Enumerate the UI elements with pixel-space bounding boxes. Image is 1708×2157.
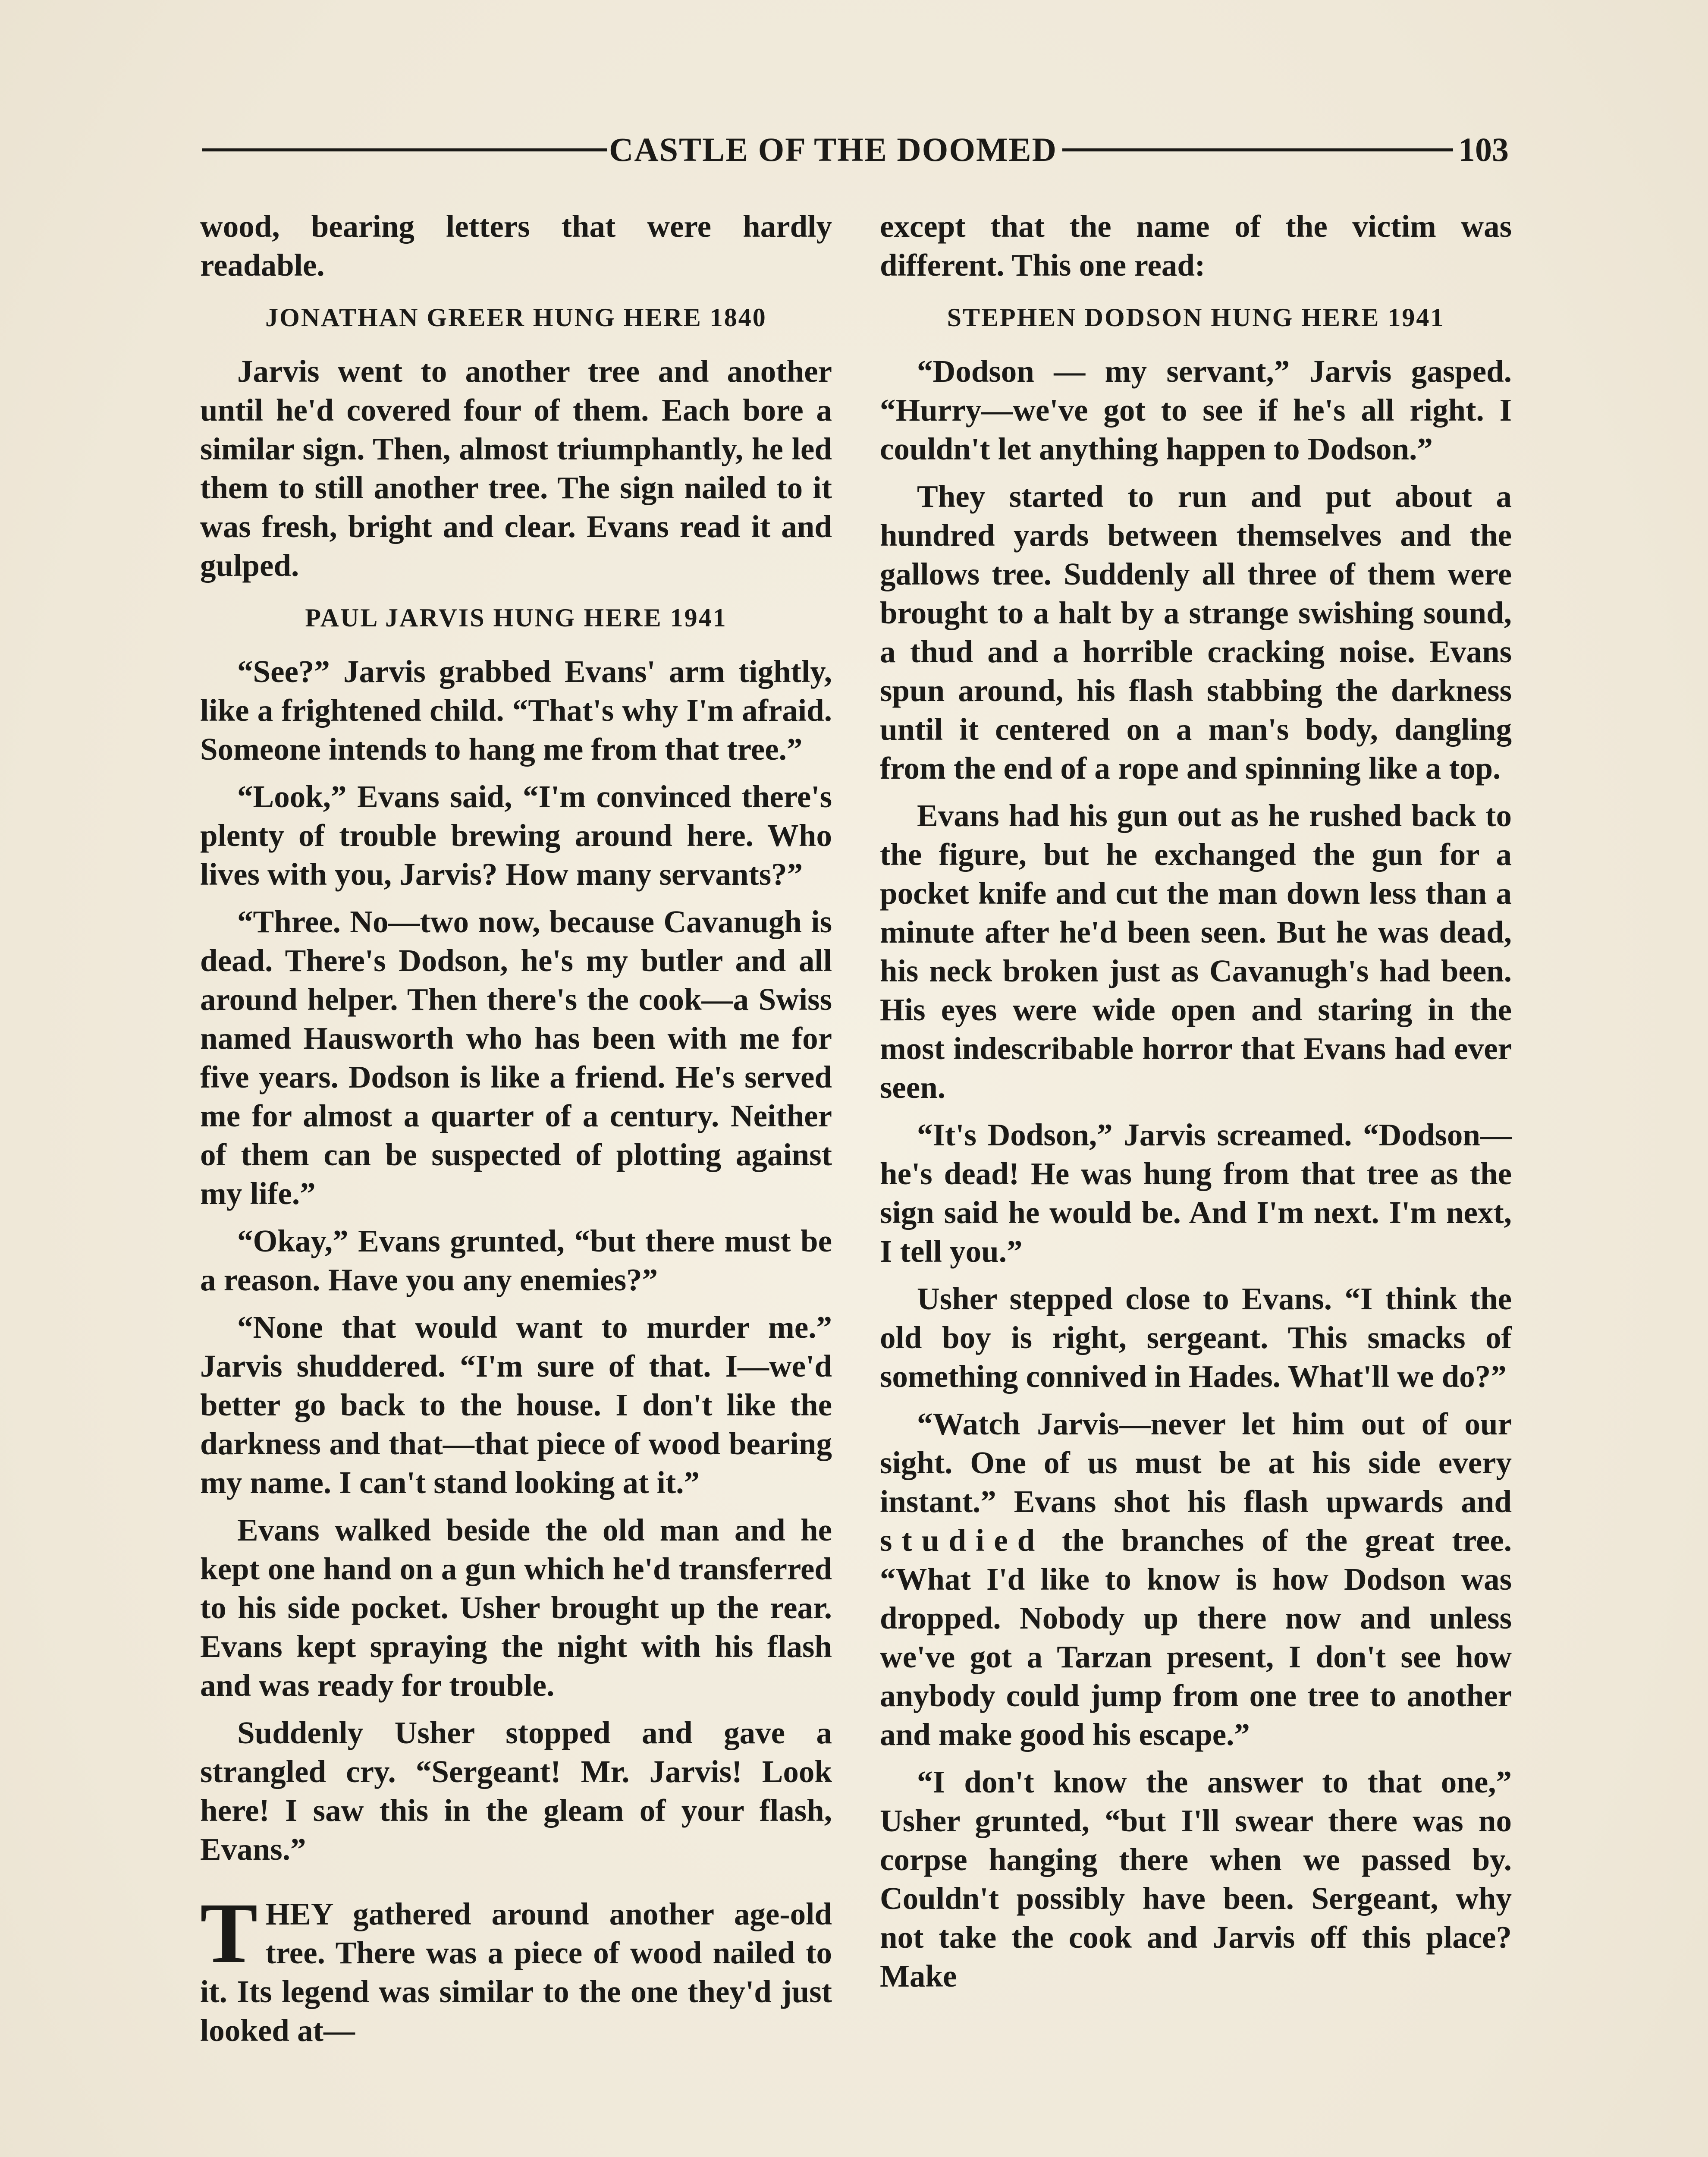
header-rule-right [1062, 148, 1453, 151]
left-column [200, 207, 832, 2059]
running-header [202, 126, 1509, 173]
right-column [880, 207, 1512, 2004]
paragraph: Evans had his gun out as he rushed back to the figure, but he exchanged the gun for a pocket knife and cut the man down less than a minute after he'd been seen. But he was dead, his neck broken just as Cavanugh's had been. His eyes were wide open and staring in the most indescribable horror that Evans had ever seen. [880, 798, 1512, 1105]
paragraph-with-drop-cap [200, 1886, 832, 2050]
paragraph: Evans walked beside the old man and he kept one hand on a gun which he'd transferred to his side pocket. Usher brought up the rear. Evans kept spraying the night with his flash and was ready for trouble. [200, 1512, 832, 1703]
paragraph: “I don't know the answer to that one,” Usher grunted, “but I'll swear there was no corpse hanging there when we passed by. Couldn't possibly have been. Sergeant, why not take the cook and Jarvis off this place? Make [880, 1764, 1512, 1993]
paragraph: “It's Dodson,” Jarvis screamed. “Dodson—he's dead! He was hung from that tree as the sign said he would be. And I'm next. I'm next, I tell you.” [880, 1117, 1512, 1269]
paragraph [880, 1405, 1512, 1754]
paragraph: “Look,” Evans said, “I'm convinced there's plenty of trouble brewing around here. Who lives with you, Jarvis? How many servants?” [200, 779, 832, 892]
paragraph: except that the name of the victim was different. This one read: [880, 209, 1512, 283]
drop-cap: T [200, 1886, 258, 1981]
header-title: CASTLE OF THE DOOMED [609, 131, 1057, 168]
paragraph: “Dodson — my servant,” Jarvis gasped. “Hurry—we've got to see if he's all right. I couldn't let anything happen to Dodson.” [880, 354, 1512, 466]
paragraph: “Okay,” Evans grunted, “but there must be a reason. Have you any enemies?” [200, 1223, 832, 1297]
paragraph: Jarvis went to another tree and another until he'd covered four of them. Each bore a similar sign. Then, almost triumphantly, he led them to still another tree. The sign nailed to it was fresh, bright and clear. Evans read it and gulped. [200, 354, 832, 583]
header-rule-left [202, 148, 607, 151]
paragraph: “See?” Jarvis grabbed Evans' arm tightly, like a frightened child. “That's why I'm afraid. Someone intends to hang me from that tree.” [200, 654, 832, 767]
paragraph: wood, bearing letters that were hardly readable. [200, 209, 832, 283]
paragraph-text: “Watch Jarvis—never let him out of our sight. One of us must be at his side every instant.” Evans shot his flash upwards and [880, 1406, 1512, 1519]
paragraph: Suddenly Usher stopped and gave a strangled cry. “Sergeant! Mr. Jarvis! Look here! I saw this in the gleam of your flash, Evans.” [200, 1715, 832, 1867]
page-number: 103 [1458, 131, 1509, 168]
paragraph: “None that would want to murder me.” Jarvis shuddered. “I'm sure of that. I—we'd better go back to the house. I don't like the darkness and that—that piece of wood bearing my name. I can't stand looking at it.” [200, 1310, 832, 1500]
paragraph-text: the branches of the great tree. “What I'd like to know is how Dodson was dropped. Nobody up there now and unless we've got a Tarzan present, I don't see how anybody could jump from one tree to another and make good his escape.” [880, 1523, 1512, 1752]
spaced-word: studied [880, 1523, 1045, 1558]
paragraph: “Three. No—two now, because Cavanugh is dead. There's Dodson, he's my butler and all around helper. Then there's the cook—a Swiss named Hausworth who has been with me for five years. Dodson is like a friend. He's served me for almost a quarter of a century. Neither of them can be suspected of plotting against my life.” [200, 904, 832, 1211]
paragraph: Usher stepped close to Evans. “I think the old boy is right, sergeant. This smacks of something connived in Hades. What'll we do?” [880, 1281, 1512, 1394]
sign-text: STEPHEN DODSON HUNG HERE 1941 [947, 303, 1445, 332]
sign-text: JONATHAN GREER HUNG HERE 1840 [265, 303, 767, 332]
drop-cap-paragraph-text: HEY gathered around another age-old tree. There was a piece of wood nailed to it. Its legend was similar to the one they'd just looked at— [200, 1896, 832, 2048]
paragraph: They started to run and put about a hundred yards between themselves and the gallows tree. Suddenly all three of them were brought to a halt by a strange swishing sound, a thud and a horrible cracking noise. Evans spun around, his flash stabbing the darkness until it centered on a man's body, dangling from the end of a rope and spinning like a top. [880, 479, 1512, 786]
sign-text: PAUL JARVIS HUNG HERE 1941 [305, 604, 727, 632]
